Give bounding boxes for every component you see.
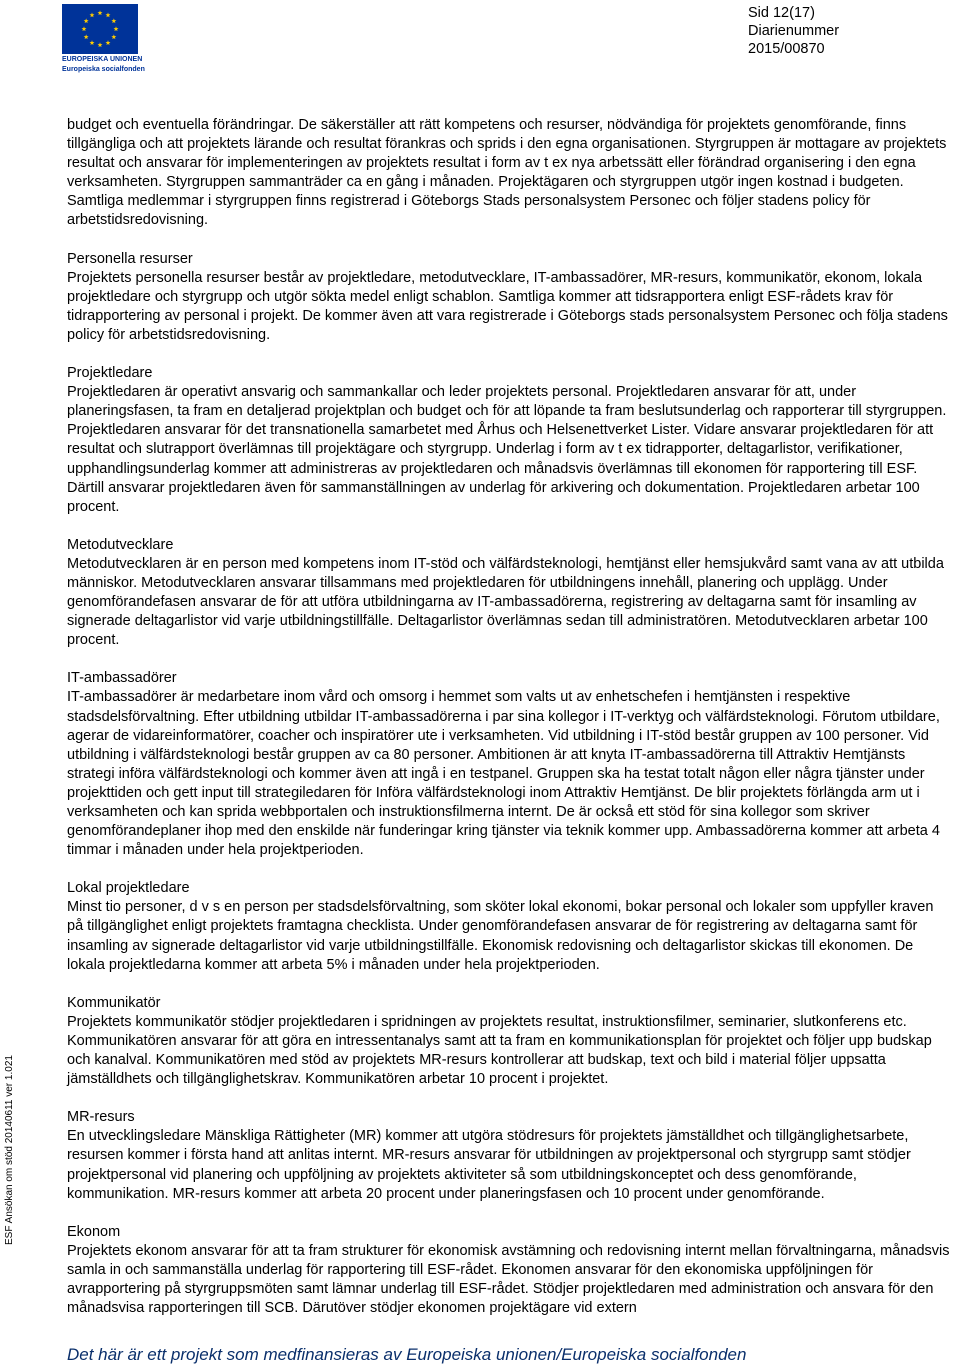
version-label: ESF Ansökan om stöd 20140611 ver 1.021 <box>4 1055 15 1245</box>
star-icon <box>84 34 89 39</box>
side-version-text <box>0 1015 20 1245</box>
star-icon <box>82 26 87 31</box>
diarie-number: 2015/00870 <box>748 41 825 57</box>
paragraph-text: budget och eventuella förändringar. De säkerställer att rätt kompetens och resurser, nödvändiga för projektets genomförande, finns tillgängliga och att projektets lärande och resultat förankras och sprids i den egna organisationen. Styrgruppen är mottagare av projektets resultat och ansvarar för implementeringen av projektets resultat i form av t ex nya arbetssätt eller förändrad organisering i den egna verksamheten. Styrgruppen sammanträder ca en gång i månaden. Projektägaren och styrgruppen utgör ingen kostnad i budgeten. Samtliga medlemmar i styrgruppen finns registrerad i Göteborgs Stads personalsystem Personec och följer stadens policy för arbetstidsredovisning. <box>67 117 947 229</box>
eu-logo <box>62 4 145 74</box>
star-icon <box>90 13 95 18</box>
logo-line1: EUROPEISKA UNIONEN <box>62 56 143 63</box>
paragraph <box>67 669 952 860</box>
eu-flag-icon <box>62 4 138 54</box>
star-icon <box>106 40 111 45</box>
paragraph-text: En utvecklingsledare Mänskliga Rättigheter (MR) kommer att utgöra stödresurs för projektets jämställdhet och tillgänglighetsarbete, resursen kommer i första hand att anlitas internt. MR-resurs ansvarar för utbildningen av projektpersonal och styrgrupp samt stödjer projektpersonal vid planering och uppföljning av projektets aktiviteter så som utbildningskonceptet och dess genomförande, kommunikation. MR-resurs kommer att arbeta 20 procent under planeringsfasen och 10 procent under genomförande. <box>67 1128 911 1202</box>
paragraph <box>67 879 952 974</box>
star-icon <box>111 18 116 23</box>
section-heading: Metodutvecklare <box>67 536 174 553</box>
diarie-label: Diarienummer <box>748 23 840 39</box>
paragraph-text: Metodutvecklaren är en person med kompetens inom IT-stöd och välfärdsteknologi, hemtjänst eller hemsjukvård samt vana av att utbilda människor. Metodutvecklaren ansvarar tillsammans med projektledaren för utbildningens innehåll, planering och upplägg. Under genomförandefasen ansvarar de för att utföra utbildningarna av IT-ambassadörerna, registrering av deltagarna samt för insamling av signerade deltagarlistor vid varje utbildningstillfälle. Deltagarlistor överlämnas sedan till administratören. Metodutvecklaren arbetar 100 procent. <box>67 555 944 649</box>
star-icon <box>98 10 103 15</box>
footer-text: Det här är ett projekt som medfinansieras av Europeiska unionen/Europeiska socialfonden <box>67 1345 747 1364</box>
paragraph <box>67 1108 952 1203</box>
section-heading: Personella resurser <box>67 250 193 267</box>
section-heading: IT-ambassadörer <box>67 670 177 687</box>
document-body <box>67 116 952 1337</box>
section-heading: Projektledare <box>67 365 153 382</box>
section-heading: MR-resurs <box>67 1109 135 1126</box>
paragraph-text: Projektets kommunikatör stödjer projektledaren i spridningen av projektets resultat, instruktionsfilmer, seminarier, slutkonferens etc. Kommunikatören ansvarar för att göra en intressentanalys samt att ta fram en kommunikationsplan för projektet och följer upp budskap och kanalval. Kommunikatören med stöd av projektets MR-resurs kontrollerar att budskap, text och bild i material följer uppsatta jämställdhets och tillgänglighetskrav. Kommunikatören arbetar 10 procent i projektet. <box>67 1013 932 1088</box>
paragraph-text: Projektledaren är operativt ansvarig och sammankallar och leder projektets personal. Projektledaren ansvarar för att, under planeringsfasen, ta fram en detaljerad projektplan och budget och för att löpande ta fram beslutsunderlag och rapporterar till styrgruppen. Projektledaren ansvarar för det transnationella samarbetet med Århus och Helsenettverket Lister. Vidare ansvarar projektledaren för att resultat och slutrapport överlämnas till projektägare och styrgrupp. Underlag i form av t ex tidrapporter, deltagarlistor, verifikationer, upphandlingsunderlag kommer att administreras av projektledaren och månadsvis överlämnas till ekonomen för rapportering till ESF. Därtill ansvarar projektledaren även för sammanställningen av underlag för arkivering och dokumentation. Projektledaren arbetar 100 procent. <box>67 384 947 515</box>
star-icon <box>106 13 111 18</box>
star-icon <box>111 34 116 39</box>
star-icon <box>98 42 103 47</box>
star-icon <box>114 26 119 31</box>
paragraph-text: Projektets personella resurser består av projektledare, metodutvecklare, IT-ambassadörer, MR-resurs, kommunikatör, ekonom, lokala projektledare och styrgrupp och utgör sökta medel enligt schablon. Samtliga kommer att tidsrapportera enligt ESF-rådets krav för tidrapportering av personal i projekt. De kommer även att vara registrerade i Göteborgs stads personalsystem Personec och följa stadens policy för arbetstidsredovisning. <box>67 269 948 343</box>
section-heading: Lokal projektledare <box>67 880 190 897</box>
paragraph-text: Projektets ekonom ansvarar för att ta fram strukturer för ekonomisk avstämning och redovisning internt mellan förvaltningarna, månadsvis samla in och sammanställa underlag för rapportering till ESF-rådet. Ekonomen ansvarar för den ekonomiska uppföljningen för avrapportering på styrgruppsmöten samt lämnar underlag till ESF-rådet. Stödjer projektledaren med administration och ansvara för den månadsvisa rapporteringen till SCB. Därutöver stödjer ekonomen projektägare vid extern <box>67 1242 950 1317</box>
paragraph <box>67 536 952 651</box>
paragraph-text: IT-ambassadörer är medarbetare inom vård och omsorg i hemmet som valts ut av enhetschefen i hemtjänsten i respektive stadsdelsförvaltning. Efter utbildning utbildar IT-ambassadörerna i par sina kollegor i IT-verktyg och välfärdsteknologi. Förutom utbildare, agerar de vidareinformatörer, coacher och inspiratörer ute i verksamheten. Vid utbildning i IT-stöd består gruppen av 100 personer. Vid utbildning i välfärdsteknologi består gruppen av ca 80 personer. Ambitionen är att knyta IT-ambassadörerna till Attraktiv Hemtjänsts strategi införa välfärdsteknologi och kommer även att ingå i en testpanel. Gruppen ska ha testat totalt någon eller några tjänster under projekttiden och gett input till strategiledaren för Införa välfärdsteknologi inom Attraktiv Hemtjänst. De blir projektets förlängda arm ut i verksamheten och kan sprida webbportalen och instruktionsfilmerna internt. De är också ett stöd för sina kollegor som skriver genomförandeplaner ihop med den enskilde när funderingar kring tjänster via teknik kommer upp. Ambassadörerna kommer att arbeta 4 timmar i månaden under hela projektperioden. <box>67 689 940 859</box>
section-heading: Ekonom <box>67 1223 121 1240</box>
document-meta <box>748 4 839 58</box>
paragraph <box>67 1223 952 1318</box>
paragraph <box>67 250 952 345</box>
paragraph <box>67 364 952 517</box>
paragraph <box>67 116 952 231</box>
logo-line2: Europeiska socialfonden <box>62 66 145 73</box>
star-icon <box>84 18 89 23</box>
paragraph-text: Minst tio personer, d v s en person per stadsdelsförvaltning, som sköter lokal ekonomi, bokar personal och lokaler som uppfyller kraven på tillgänglighet enligt projektets framtagna checklista. Under genomförandefasen ansvarar de för registrering av deltagarna samt för insamling av signerade deltagarlistor vid varje utbildningstillfälle. Ekonomisk redovisning och deltagarlistor skickas till ekonomen. De lokala projektledarna kommer att arbeta 5% i månaden under hela projektperioden. <box>67 899 934 973</box>
section-heading: Kommunikatör <box>67 994 161 1011</box>
page-number: Sid 12(17) <box>748 5 815 21</box>
paragraph <box>67 994 952 1089</box>
star-icon <box>90 40 95 45</box>
